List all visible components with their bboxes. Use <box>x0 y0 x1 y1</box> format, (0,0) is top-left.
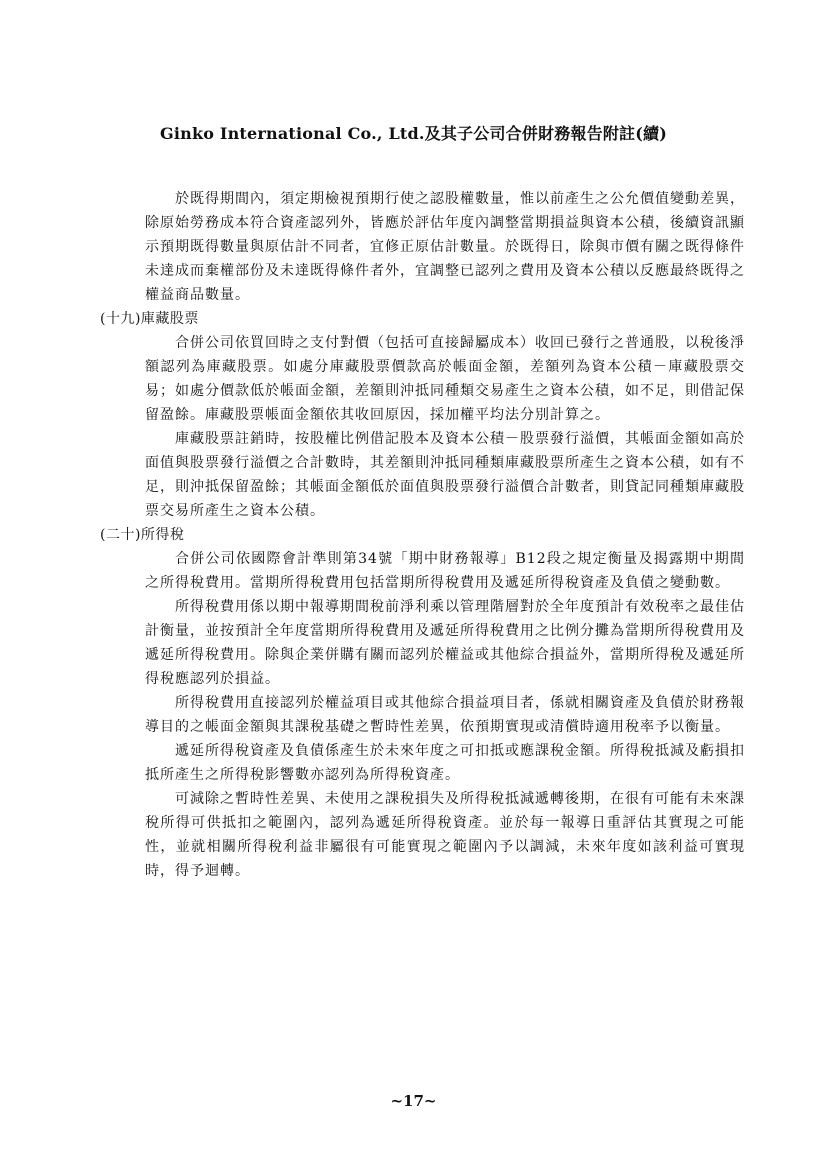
section-income-tax <box>100 523 745 883</box>
page-number: ~17~ <box>390 1092 437 1110</box>
page-title: Ginko International Co., Ltd.及其子公司合併財務報告附註(續) <box>160 124 667 143</box>
body-paragraph: 庫藏股票註銷時，按股權比例借記股本及資本公積－股票發行溢價，其帳面金額如高於面值與股票發行溢價之合計數時，其差額則沖抵同種類庫藏股票所產生之資本公積，如有不足，則沖抵保留盈餘；其帳面金額低於面值與股票發行溢價合計數者，則貸記同種類庫藏股票交易所產生之資本公積。 <box>145 431 745 519</box>
intro-paragraph: 於既得期間內，須定期檢視預期行使之認股權數量，惟以前產生之公允價值變動差異，除原始勞務成本符合資產認列外，皆應於評估年度內調整當期損益與資本公積，後續資訊顯示預期既得數量與原估計不同者，宜修正原估計數量。於既得日，除與市價有關之既得條件未達成而棄權部份及未達既得條件者外，宜調整已認列之費用及資本公積以反應最終既得之權益商品數量。 <box>145 191 745 303</box>
body-paragraph: 遞延所得稅資產及負債係產生於未來年度之可扣抵或應課稅金額。所得稅抵減及虧損扣抵所產生之所得稅影響數亦認列為所得稅資產。 <box>145 743 745 783</box>
body-paragraph: 合併公司依國際會計準則第34號「期中財務報導」B12段之規定衡量及揭露期中期間之所得稅費用。當期所得稅費用包括當期所得稅費用及遞延所得稅資產及負債之變動數。 <box>145 551 745 591</box>
body-paragraph: 合併公司依買回時之支付對價（包括可直接歸屬成本）收回已發行之普通股，以稅後淨額認列為庫藏股票。如處分庫藏股票價款高於帳面金額，差額列為資本公積－庫藏股票交易；如處分價款低於帳面金額，差額則沖抵同種類交易產生之資本公積，如不足，則借記保留盈餘。庫藏股票帳面金額依其收回原因，採加權平均法分別計算之。 <box>145 335 745 423</box>
body-paragraph: 所得稅費用直接認列於權益項目或其他綜合損益項目者，係就相關資產及負債於財務報導目的之帳面金額與其課稅基礎之暫時性差異，依預期實現或清償時適用稅率予以衡量。 <box>145 695 745 735</box>
section-heading: (十九)庫藏股票 <box>100 311 199 327</box>
section-treasury-stock <box>100 307 745 523</box>
body-paragraph: 所得稅費用係以期中報導期間稅前淨利乘以管理階層對於全年度預計有效稅率之最佳估計衡量，並按預計全年度當期所得稅費用及遞延所得稅費用之比例分攤為當期所得稅費用及遞延所得稅費用。除與企業併購有關而認列於權益或其他綜合損益外，當期所得稅及遞延所得稅應認列於損益。 <box>145 599 745 687</box>
body-paragraph: 可減除之暫時性差異、未使用之課稅損失及所得稅抵減遞轉後期，在很有可能有未來課稅所得可供抵扣之範圍內，認列為遞延所得稅資產。並於每一報導日重評估其實現之可能性，並就相關所得稅利益非屬很有可能實現之範圍內予以調減，未來年度如該利益可實現時，得予迴轉。 <box>145 791 745 879</box>
section-heading: (二十)所得稅 <box>100 527 185 543</box>
document-body <box>100 187 745 883</box>
